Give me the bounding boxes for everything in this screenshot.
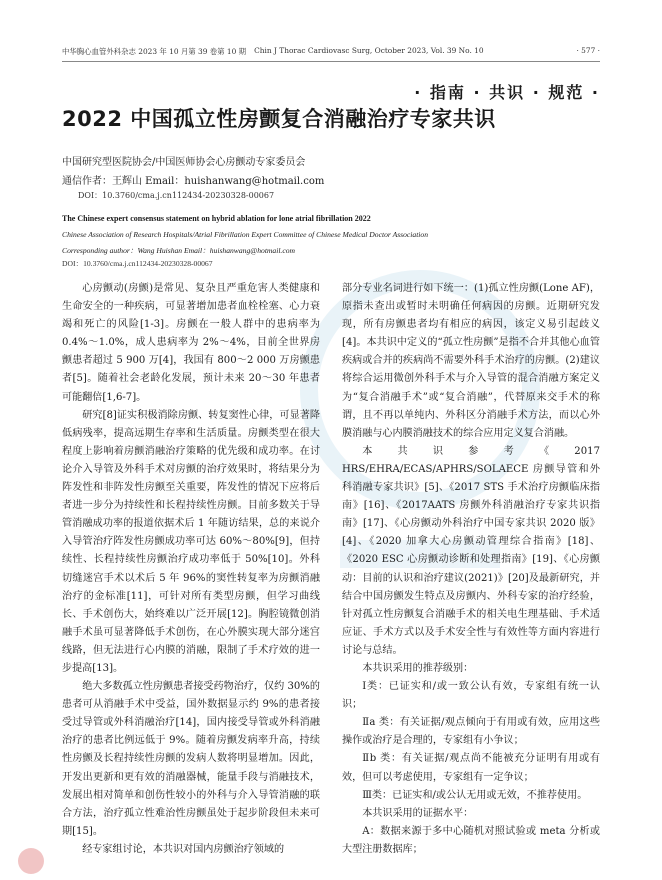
paragraph: Ⅰ类：已证实和/或一致公认有效，专家组有统一认识； <box>342 681 600 711</box>
paragraph: 本共识采用的推荐级别： <box>362 662 474 674</box>
paragraph: A：数据来源于多中心随机对照试验或 meta 分析或大型注册数据库； <box>342 825 600 855</box>
journal-name-en: Chin J Thorac Cardiovasc Surg, October 2023, Vol. 39 No. 10 <box>254 46 484 55</box>
paragraph: 心房颤动(房颤)是常见、复杂且严重危害人类健康和生命安全的一种疾病，可显著增加患者血栓栓塞、心力衰竭和死亡的风险[1-3]。房颤在一般人群中的患病率为 0.4%～1.0%，成人患病率为 2%～4%，目前全世界房颤患者超过 5 900 万[4]，我国有 800～2 000 万房颤患者[5]。随着社会老龄化发展，预计未来 20～30 年患者可能翻倍[1,6-7]。 <box>62 283 320 403</box>
paragraph: Ⅱb 类：有关证据/观点尚不能被充分证明有用或有效，但可以考虑使用，专家组有一定争议； <box>342 753 600 783</box>
paragraph: 本共识采用的证据水平： <box>362 807 474 819</box>
section-tag: · 指南 · 共识 · 规范 · <box>414 83 600 102</box>
seal-stamp <box>18 848 44 874</box>
body-column-left <box>62 280 320 859</box>
paragraph: 经专家组讨论，本共识对国内房颤治疗领域的 <box>82 843 285 855</box>
english-doi: DOI：10.3760/cma.j.cn112434-20230328-00067 <box>62 259 213 268</box>
corresponding-author: 通信作者：王辉山 Email：huishanwang@hotmail.com <box>62 176 325 187</box>
affiliation: 中国研究型医院协会/中国医师协会心房颤动专家委员会 <box>62 157 306 168</box>
paragraph: 部分专业名词进行如下统一：(1)孤立性房颤(Lone AF)，原指未查出或暂时未明确任何病因的房颤。近期研究发现，所有房颤患者均有相应的病因，该定义易引起歧义[4]。本共识中定义的“孤立性房颤”是指不合并其他心血管疾病或合并的疾病尚不需要外科手术治疗的房颤。(2)建议将综合运用微创外科手术与介入导管的混合消融方案定义为“复合消融手术”或“复合消融”，代替原来交手术的称谓，且不再以单纯内、外科区分消融手术方法，而以心外膜消融与心内膜消融技术的综合应用定义复合消融。 <box>342 283 600 439</box>
paragraph: 研究[8]证实积极消除房颤、转复窦性心律，可显著降低病残率，提高远期生存率和生活质量。房颤类型在很大程度上影响着房颤消融治疗策略的优先级和成功率。在讨论介入导管及外科手术对房颤的治疗效果时，将结果分为阵发性和非阵发性房颤至关重要，阵发性的情况下应将后者进一步分为持续性和长程持续性房颤。目前多数关于导管消融成功率的报道依据术后 1 年随访结果，总的来说介入导管治疗阵发性房颤成功率可达 60%～80%[9]，但持续性、长程持续性房颤治疗成功率低于 50%[10]。外科切缝迷宫手术以术后 5 年 96%的窦性转复率为房颤消融治疗的金标准[11]，可针对所有类型房颤，但学习曲线长、手术创伤大，始终难以广泛开展[12]。胸腔镜微创消融手术虽可显著降低手术创伤，在心外膜实现大部分迷宫线路，但无法进行心内膜的消融，限制了手术疗效的进一步提高[13]。 <box>62 409 320 674</box>
english-title: The Chinese expert consensus statement on hybrid ablation for lone atrial fibrillation 2022 <box>62 214 371 223</box>
body-column-right <box>342 280 600 859</box>
paragraph: Ⅲ类：已证实和/或公认无用或无效，不推荐使用。 <box>362 789 588 801</box>
english-affiliation: Chinese Association of Research Hospitals/Atrial Fibrillation Expert Committee of Chinese Medical Doctor Association <box>62 230 429 239</box>
doi: DOI：10.3760/cma.j.cn112434-20230328-00067 <box>78 191 275 200</box>
article-title: 2022 中国孤立性房颤复合消融治疗专家共识 <box>62 107 496 131</box>
page-number: · 577 · <box>576 46 600 55</box>
paragraph: Ⅱa 类：有关证据/观点倾向于有用或有效，应用这些操作或治疗是合理的，专家组有小争议； <box>342 717 600 747</box>
running-header <box>62 46 600 62</box>
english-corresponding-author: Corresponding author：Wang Huishan Email：huishanwang@hotmail.com <box>62 246 295 255</box>
paragraph: 绝大多数孤立性房颤患者接受药物治疗，仅约 30%的患者可从消融手术中受益，国外数据显示约 9%的患者接受过导管或外科消融治疗[14]，国内接受导管或外科消融治疗的患者比例远低于 9%。随着房颤发病率升高，持续性房颤及长程持续性房颤的发病人数将明显增加。因此，开发出更新和更有效的消融器械，能量手段与消融技术，发展出相对简单和创伤性较小的外科与介入导管消融的联合方法，治疗孤立性难治性房颤虽处于起步阶段但未来可期[15]。 <box>62 681 320 837</box>
paragraph: 本共识参考《2017 HRS/EHRA/ECAS/APHRS/SOLAECE 房颤导管和外科消融专家共识》[5]、《2017 STS 手术治疗房颤临床指南》[16]、《2017AATS 房颤外科消融治疗专家共识指南》[17]、《心房颤动外科治疗中国专家共识 2020 版》[4]、《2020 加拿大心房颤动管理综合指南》[18]、《2020 ESC 心房颤动诊断和处理指南》[19]、《心房颤动：目前的认识和治疗建议(2021)》[20]及最新研究，并结合中国房颤发生特点及房颤内、外科专家的治疗经验，针对孤立性房颤复合消融手术的相关电生理基础、手术适应证、手术方式以及手术安全性与有效性等方面内容进行讨论与总结。 <box>342 445 600 656</box>
journal-name-cn: 中华胸心血管外科杂志 2023 年 10 月第 39 卷第 10 期 <box>62 47 247 56</box>
